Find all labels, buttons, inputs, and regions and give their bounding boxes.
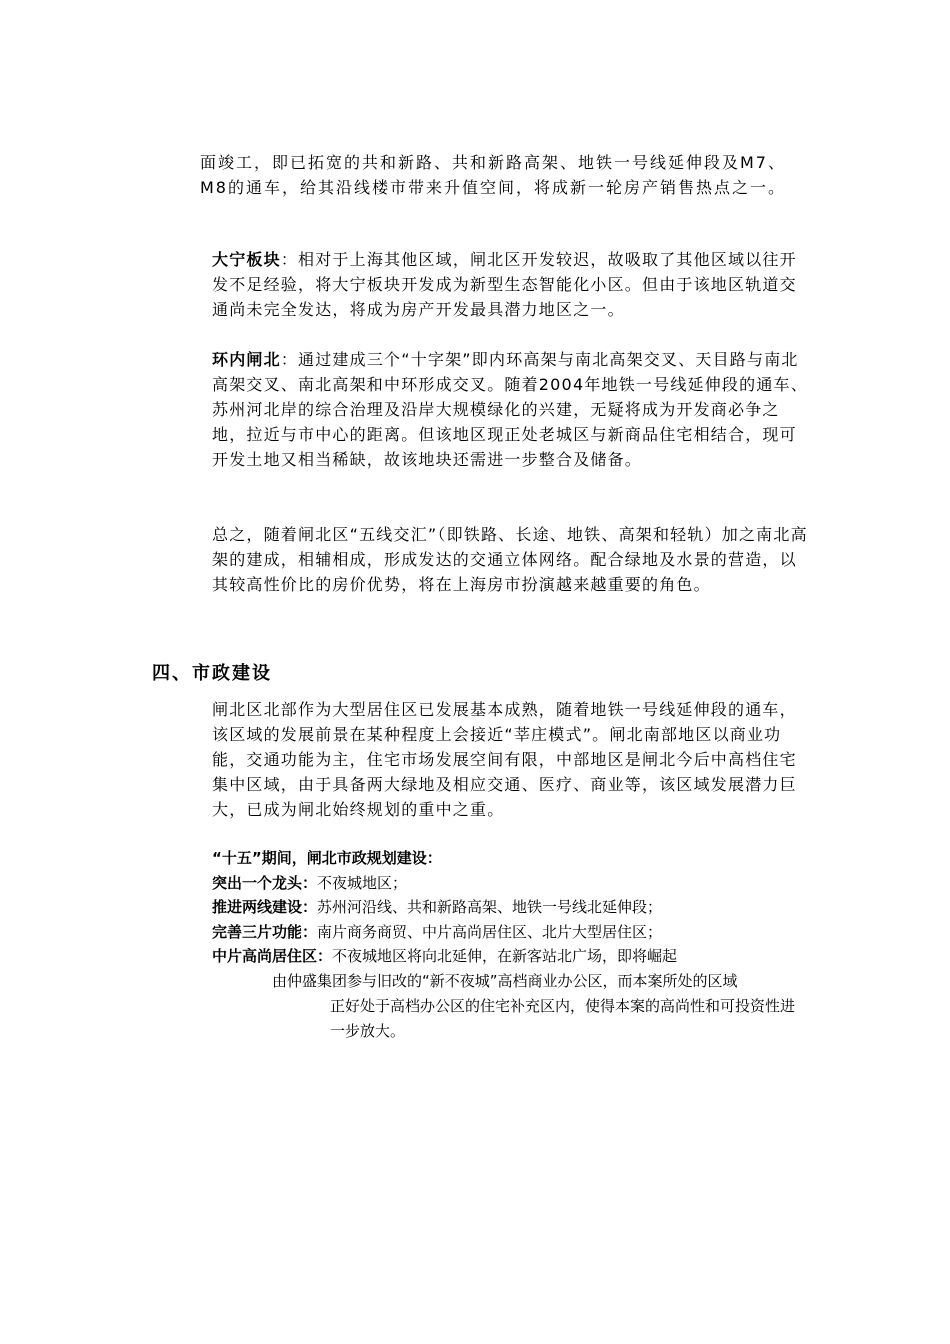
daning-label: 大宁板块 [212,250,281,269]
plan-item-text: 苏州河沿线、共和新路高架、地铁一号线北延伸段； [317,898,663,916]
plan-item-text: 不夜城地区； [317,873,408,892]
continuation-line-2: 正好处于高档办公区的住宅补充区内，使得本案的高尚性和可投资性进一步放大。 [330,997,796,1040]
huannei-text: ：通过建成三个“十字架”即内环高架与南北高架交叉、天目路与南北高架交叉、南北高架和中环形成交叉。随着2004年地铁一号线延伸段的通车、苏州河北岸的综合治理及沿岸大规模绿化的兴建，无疑将成为开发商必争之地，拉近与市中心的距离。但该地区现正处老城区与新商品住宅相结合，现可开发土地又相当稀缺，故该地块还需进一步整合及储备。 [212,350,808,469]
intro-paragraph: 面竣工，即已拓宽的共和新路、共和新路高架、地铁一号线延伸段及M7、M8的通车，给其沿线楼市带来升值空间，将成新一轮房产销售热点之一。 [200,153,786,197]
section-heading: 四、市政建设 [152,663,272,684]
plan-title: “十五”期间，闸北市政规划建设： [212,849,442,867]
plan-item-label: 中片高尚居住区： [212,947,333,965]
plan-item-label: 突出一个龙头： [212,873,318,892]
plan-item-text: 南片商务商贸、中片高尚居住区、北片大型居住区； [317,922,663,941]
plan-item-label: 完善三片功能： [212,922,318,941]
daning-text: ：相对于上海其他区域，闸北区开发较迟，故吸取了其他区域以往开发不足经验，将大宁板块开发成为新型生态智能化小区。但由于该地区轨道交通尚未完全发达，将成为房产开发最具潜力地区之一。 [212,250,797,319]
continuation-line-1: 由仲盛集团参与旧改的“新不夜城”高档商业办公区，而本案所处的区域 [272,972,738,990]
summary-paragraph: 总之，随着闸北区“五线交汇”（即铁路、长途、地铁、高架和轻轨）加之南北高架的建成，相辅相成，形成发达的交通立体网络。配合绿地及水景的营造，以其较高性价比的房价优势，将在上海房市扮演越来越重要的角色。 [212,525,808,594]
huannei-label: 环内闸北 [212,350,281,369]
daning-paragraph [212,247,808,322]
huannei-paragraph [212,347,808,472]
plan-item [212,920,808,945]
section-body: 闸北区北部作为大型居住区已发展基本成熟，随着地铁一号线延伸段的通车，该区域的发展前景在某种程度上会接近“莘庄模式”。闸北南部地区以商业功能，交通功能为主，住宅市场发展空间有限，中部地区是闸北今后中高档住宅集中区域，由于具备两大绿地及相应交通、医疗、商业等，该区域发展潜力巨大，已成为闸北始终规划的重中之重。 [212,700,797,819]
plan-list [212,846,808,969]
plan-item-label: 推进两线建设： [212,898,318,916]
plan-item [212,944,808,969]
plan-item [212,871,808,896]
plan-item-text: 不夜城地区将向北延伸，在新客站北广场，即将崛起 [332,947,678,965]
plan-item [212,895,808,920]
